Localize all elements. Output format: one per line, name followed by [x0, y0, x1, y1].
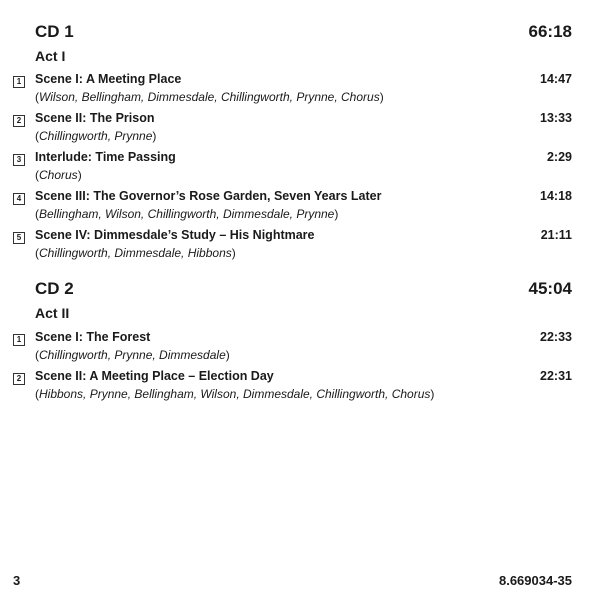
cd1-track-4 [13, 189, 572, 225]
paren-close: ) [430, 387, 435, 401]
track-duration: 21:11 [540, 228, 572, 242]
cast-names: Chillingworth, Dimmesdale, Hibbons [39, 246, 232, 260]
track-duration: 13:33 [540, 111, 572, 125]
paren-open: ( [35, 129, 39, 143]
cd2-duration: 45:04 [528, 279, 572, 298]
track-title: Scene III: The Governor’s Rose Garden, Seven Years Later [35, 189, 382, 203]
track-number-box: 3 [13, 154, 25, 166]
paren-open: ( [35, 246, 39, 260]
track-duration: 2:29 [546, 150, 572, 164]
cd1-header [35, 22, 572, 46]
track-number-box: 1 [13, 334, 25, 346]
cd1-act-title: Act I [35, 48, 66, 64]
track-title: Scene IV: Dimmesdale’s Study – His Nightmare [35, 228, 315, 242]
cd2-act-title: Act II [35, 305, 70, 321]
paren-close: ) [334, 207, 339, 221]
track-cast [35, 207, 338, 221]
track-title: Scene I: A Meeting Place [35, 72, 182, 86]
cd1-track-2 [13, 111, 572, 147]
cd2-track-2 [13, 369, 572, 405]
paren-open: ( [35, 207, 39, 221]
track-cast [35, 129, 156, 143]
paren-open: ( [35, 90, 39, 104]
track-cast [35, 348, 230, 362]
track-cast [35, 246, 236, 260]
cast-names: Chillingworth, Prynne, Dimmesdale [39, 348, 226, 362]
track-duration: 22:33 [540, 330, 572, 344]
track-number-box: 5 [13, 232, 25, 244]
cd1-label: CD 1 [35, 22, 74, 41]
track-cast [35, 168, 82, 182]
track-cast [35, 90, 384, 104]
track-title: Scene I: The Forest [35, 330, 151, 344]
paren-close: ) [379, 90, 384, 104]
track-title: Scene II: A Meeting Place – Election Day [35, 369, 274, 383]
cd1-duration: 66:18 [528, 22, 572, 41]
cd1-track-5 [13, 228, 572, 264]
paren-close: ) [77, 168, 82, 182]
track-number-box: 2 [13, 373, 25, 385]
cast-names: Bellingham, Wilson, Chillingworth, Dimmesdale, Prynne [39, 207, 335, 221]
track-title: Interlude: Time Passing [35, 150, 176, 164]
paren-open: ( [35, 348, 39, 362]
paren-open: ( [35, 387, 39, 401]
paren-open: ( [35, 168, 39, 182]
track-duration: 14:47 [540, 72, 572, 86]
cd2-label: CD 2 [35, 279, 74, 298]
cd1-track-3 [13, 150, 572, 186]
cd2-header [35, 279, 572, 303]
paren-close: ) [231, 246, 236, 260]
track-number-box: 2 [13, 115, 25, 127]
track-duration: 14:18 [540, 189, 572, 203]
cast-names: Chillingworth, Prynne [39, 129, 153, 143]
track-duration: 22:31 [540, 369, 572, 383]
cd2-track-1 [13, 330, 572, 366]
cd1-track-1 [13, 72, 572, 108]
cast-names: Wilson, Bellingham, Dimmesdale, Chillingworth, Prynne, Chorus [39, 90, 380, 104]
paren-close: ) [225, 348, 230, 362]
track-cast [35, 387, 434, 401]
paren-close: ) [152, 129, 157, 143]
track-number-box: 1 [13, 76, 25, 88]
cast-names: Chorus [39, 168, 78, 182]
page-number: 3 [13, 573, 21, 588]
track-title: Scene II: The Prison [35, 111, 155, 125]
track-number-box: 4 [13, 193, 25, 205]
cast-names: Hibbons, Prynne, Bellingham, Wilson, Dimmesdale, Chillingworth, Chorus [39, 387, 431, 401]
catalog-number: 8.669034-35 [498, 573, 572, 588]
